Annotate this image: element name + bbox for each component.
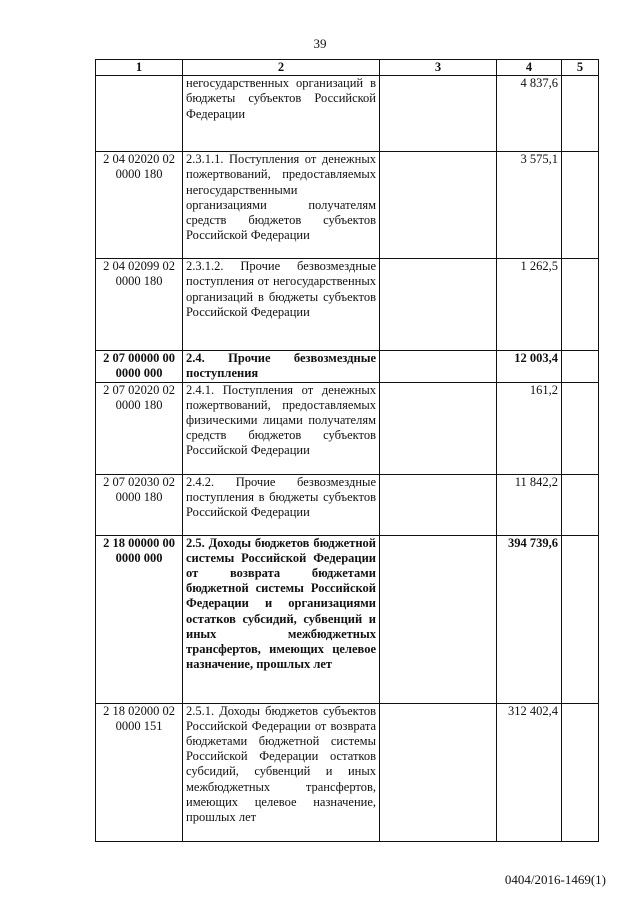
amount-cell: 1 262,5 — [497, 259, 562, 351]
empty-cell-col3 — [380, 152, 497, 259]
table-header — [96, 60, 599, 76]
empty-cell-col3 — [380, 474, 497, 535]
revenue-name-cell: 2.4.1. Поступления от денежных пожертвований, предоставляемых физическими лицами получателям средств бюджетов субъектов Российской Федерации — [183, 382, 380, 474]
table-row — [96, 259, 599, 351]
revenue-name-cell: 2.3.1.1. Поступления от денежных пожертвований, предоставляемых негосударственными организациями получателям средств бюджетов субъектов Российской Федерации — [183, 152, 380, 259]
table-row — [96, 382, 599, 474]
amount-cell: 394 739,6 — [497, 535, 562, 703]
revenue-name-cell: 2.4.2. Прочие безвозмездные поступления в бюджеты субъектов Российской Федерации — [183, 474, 380, 535]
budget-code-cell: 2 07 02030 02 0000 180 — [96, 474, 183, 535]
budget-code-cell — [96, 76, 183, 152]
table-row — [96, 474, 599, 535]
column-header-3: 3 — [380, 60, 497, 76]
amount-cell: 312 402,4 — [497, 703, 562, 841]
revenue-name-cell: 2.4. Прочие безвозмездные поступления — [183, 351, 380, 382]
budget-code-cell: 2 07 00000 00 0000 000 — [96, 351, 183, 382]
budget-code-cell: 2 18 00000 00 0000 000 — [96, 535, 183, 703]
amount-cell: 3 575,1 — [497, 152, 562, 259]
empty-cell-col3 — [380, 535, 497, 703]
empty-cell-col3 — [380, 351, 497, 382]
table-row — [96, 535, 599, 703]
budget-code-cell: 2 04 02020 02 0000 180 — [96, 152, 183, 259]
empty-cell-col5 — [562, 382, 599, 474]
empty-cell-col3 — [380, 703, 497, 841]
empty-cell-col5 — [562, 703, 599, 841]
empty-cell-col5 — [562, 76, 599, 152]
table-row — [96, 152, 599, 259]
amount-cell: 12 003,4 — [497, 351, 562, 382]
column-header-2: 2 — [183, 60, 380, 76]
revenue-name-cell: 2.5. Доходы бюджетов бюджетной системы Российской Федерации от возврата бюджетами бюджетной системы Российской Федерации и организациями остатков субсидий, субвенций и иных межбюджетных трансфертов, имеющих целевое назначение, прошлых лет — [183, 535, 380, 703]
table-row — [96, 703, 599, 841]
amount-cell: 161,2 — [497, 382, 562, 474]
table-row — [96, 351, 599, 382]
revenue-table — [95, 59, 599, 842]
amount-cell: 11 842,2 — [497, 474, 562, 535]
revenue-name-cell: 2.5.1. Доходы бюджетов субъектов Российской Федерации от возврата бюджетами бюджетной системы Российской Федерации остатков субсидий, субвенций и иных межбюджетных трансфертов, имеющих целевое назначение, прошлых лет — [183, 703, 380, 841]
empty-cell-col3 — [380, 259, 497, 351]
empty-cell-col5 — [562, 259, 599, 351]
empty-cell-col3 — [380, 76, 497, 152]
budget-code-cell: 2 07 02020 02 0000 180 — [96, 382, 183, 474]
empty-cell-col5 — [562, 351, 599, 382]
amount-cell: 4 837,6 — [497, 76, 562, 152]
empty-cell-col3 — [380, 382, 497, 474]
budget-code-cell: 2 04 02099 02 0000 180 — [96, 259, 183, 351]
document-registration-number: 0404/2016-1469(1) — [504, 872, 606, 887]
page-number: 39 — [313, 36, 327, 51]
column-header-5: 5 — [562, 60, 599, 76]
header-row — [96, 60, 599, 76]
empty-cell-col5 — [562, 152, 599, 259]
revenue-name-cell: 2.3.1.2. Прочие безвозмездные поступления от негосударственных организаций в бюджеты субъектов Российской Федерации — [183, 259, 380, 351]
column-header-1: 1 — [96, 60, 183, 76]
column-header-4: 4 — [497, 60, 562, 76]
budget-code-cell: 2 18 02000 02 0000 151 — [96, 703, 183, 841]
table-row — [96, 76, 599, 152]
revenue-name-cell: негосударственных организаций в бюджеты субъектов Российской Федерации — [183, 76, 380, 152]
table-body — [96, 76, 599, 841]
empty-cell-col5 — [562, 535, 599, 703]
empty-cell-col5 — [562, 474, 599, 535]
